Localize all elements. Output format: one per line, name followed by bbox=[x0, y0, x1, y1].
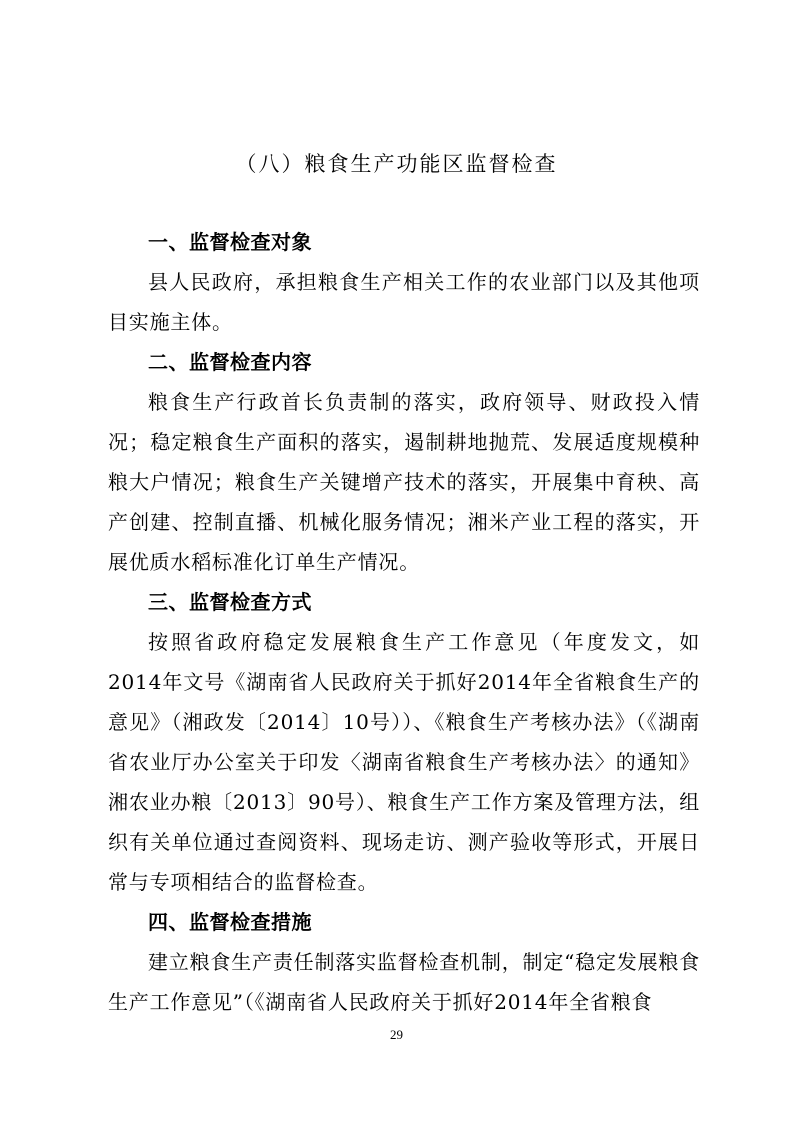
section-inspection-methods bbox=[108, 582, 700, 902]
section-heading: 三、监督检查方式 bbox=[148, 590, 312, 614]
section-paragraph: 按照省政府稳定发展粮食生产工作意见（年度发文，如2014年文号《湖南省人民政府关于抓好2014年全省粮食生产的意见》（湘政发〔2014〕10号））、《粮食生产考核办法》（《湖南省农业厅办公室关于印发〈湖南省粮食生产考核办法〉的通知》湘农业办粮〔2013〕90号）、粮食生产工作方案及管理方法，组织有关单位通过查阅资料、现场走访、测产验收等形式，开展日常与专项相结合的监督检查。 bbox=[108, 630, 700, 894]
document-body bbox=[108, 222, 700, 1022]
section-heading: 一、监督检查对象 bbox=[148, 230, 312, 254]
section-heading: 二、监督检查内容 bbox=[148, 350, 312, 374]
section-paragraph: 县人民政府，承担粮食生产相关工作的农业部门以及其他项目实施主体。 bbox=[108, 270, 700, 334]
section-paragraph: 粮食生产行政首长负责制的落实，政府领导、财政投入情况；稳定粮食生产面积的落实，遏制耕地抛荒、发展适度规模种粮大户情况；粮食生产关键增产技术的落实，开展集中育秧、高产创建、控制直播、机械化服务情况；湘米产业工程的落实，开展优质水稻标准化订单生产情况。 bbox=[108, 390, 700, 574]
section-paragraph: 建立粮食生产责任制落实监督检查机制，制定“稳定发展粮食生产工作意见”（《湖南省人民政府关于抓好2014年全省粮食 bbox=[108, 950, 700, 1014]
section-heading: 四、监督检查措施 bbox=[148, 910, 312, 934]
page-number: 29 bbox=[390, 1027, 403, 1042]
section-inspection-measures bbox=[108, 902, 700, 1022]
document-title: （八）粮食生产功能区监督检查 bbox=[235, 152, 558, 176]
section-inspection-content bbox=[108, 342, 700, 582]
section-inspection-targets bbox=[108, 222, 700, 342]
